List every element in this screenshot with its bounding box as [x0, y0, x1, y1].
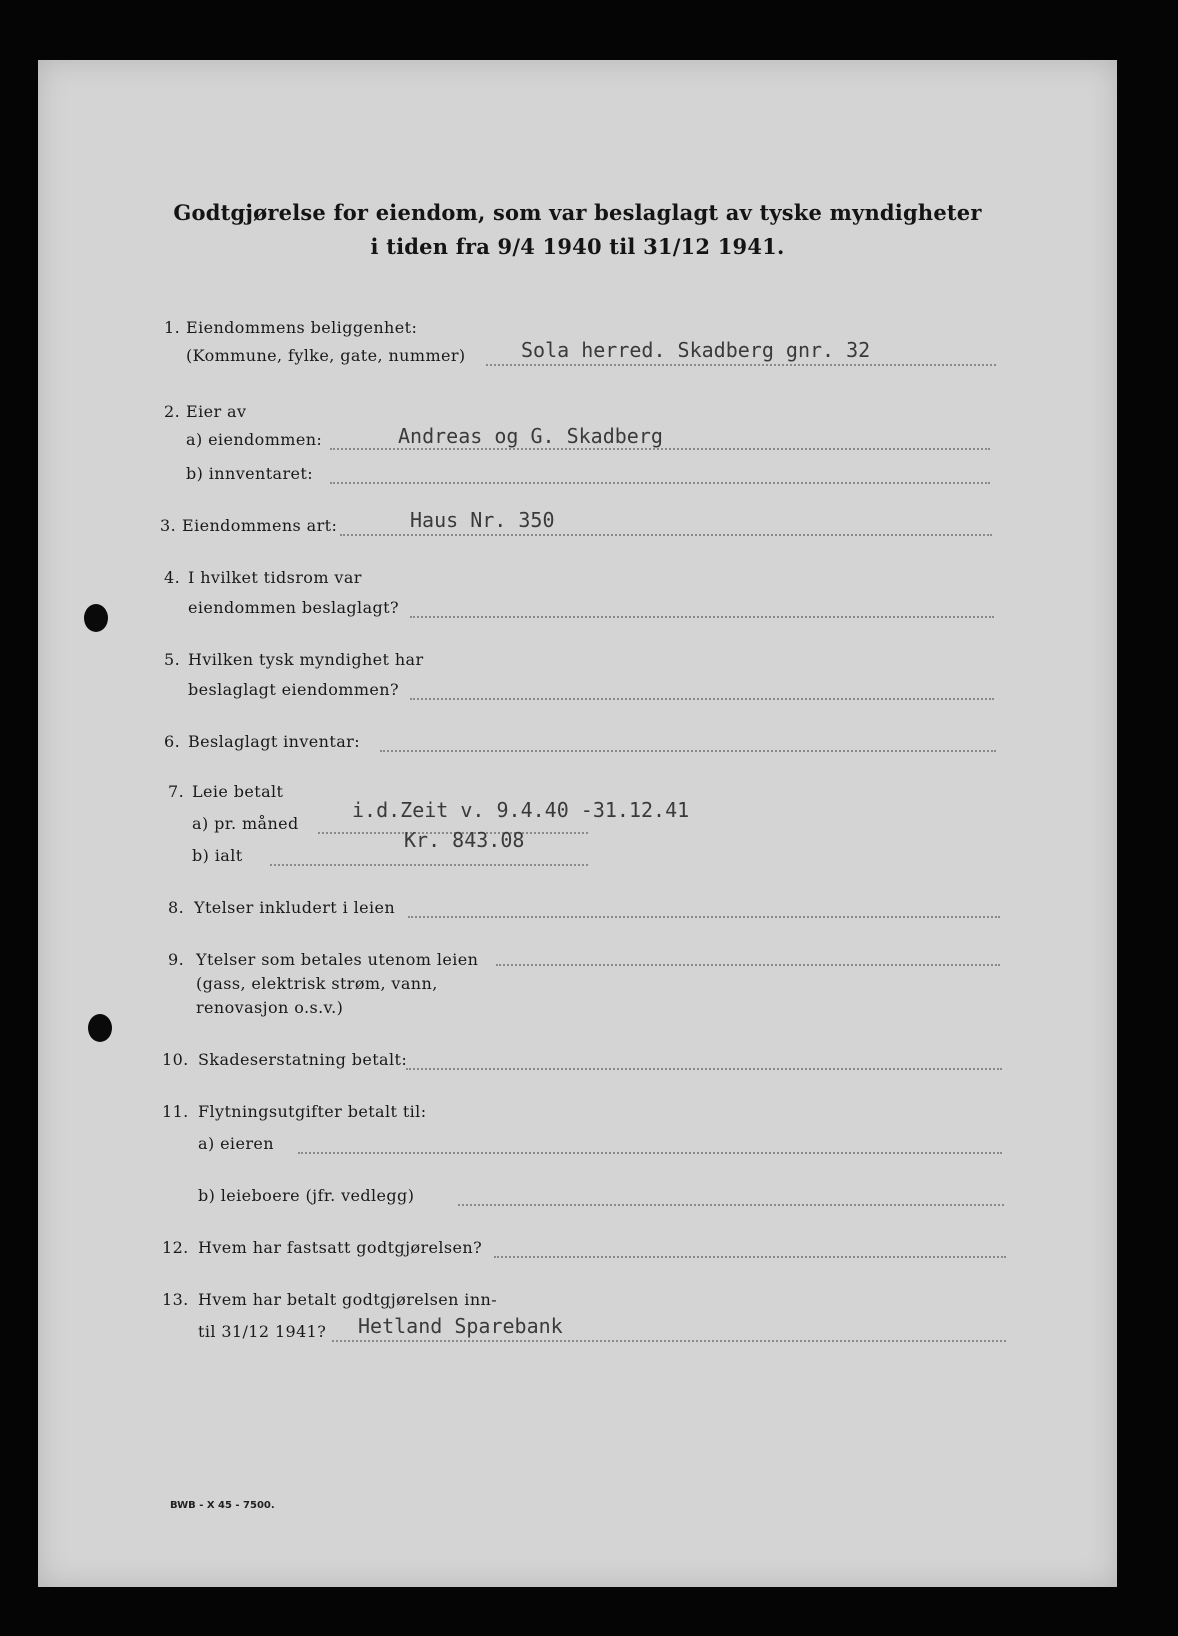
q13-answer-line — [332, 1340, 1006, 1342]
q12-label: Hvem har fastsatt godtgjørelsen? — [198, 1238, 483, 1257]
q3-label: Eiendommens art: — [182, 516, 338, 535]
q12-number: 12. — [162, 1238, 189, 1257]
q1-number: 1. — [164, 318, 181, 337]
q9-sublabel-1: (gass, elektrisk strøm, vann, — [196, 974, 438, 993]
q8-number: 8. — [168, 898, 185, 917]
q8-label: Ytelser inkludert i leien — [194, 898, 396, 917]
q11b-label: b) leieboere (jfr. vedlegg) — [198, 1186, 415, 1205]
q4-number: 4. — [164, 568, 181, 587]
q5-number: 5. — [164, 650, 181, 669]
q3-answer-line — [340, 534, 992, 536]
q8-answer-line — [408, 916, 1000, 918]
q11-label: Flytningsutgifter betalt til: — [198, 1102, 427, 1121]
q7-number: 7. — [168, 782, 185, 801]
q3-answer: Haus Nr. 350 — [410, 508, 555, 532]
q9-answer-line — [496, 964, 1000, 966]
q2-number: 2. — [164, 402, 181, 421]
q2a-label: a) eiendommen: — [186, 430, 323, 449]
q5-answer-line — [410, 698, 994, 700]
q13-sublabel: til 31/12 1941? — [198, 1322, 327, 1341]
q9-label: Ytelser som betales utenom leien — [196, 950, 479, 969]
q2b-label: b) innventaret: — [186, 464, 314, 483]
q7a-answer: i.d.Zeit v. 9.4.40 -31.12.41 — [352, 798, 690, 822]
q1-answer-line — [486, 364, 996, 366]
q12-answer-line — [494, 1256, 1006, 1258]
q2a-answer: Andreas og G. Skadberg — [398, 424, 663, 448]
q9-sublabel-2: renovasjon o.s.v.) — [196, 998, 344, 1017]
q13-number: 13. — [162, 1290, 189, 1309]
q7b-answer-line — [270, 864, 588, 866]
q7b-label: b) ialt — [192, 846, 243, 865]
q10-label: Skadeserstatning betalt: — [198, 1050, 408, 1069]
q4-label: I hvilket tidsrom var — [188, 568, 362, 587]
printer-code: BWB - X 45 - 7500. — [170, 1500, 275, 1511]
q1-sublabel: (Kommune, fylke, gate, nummer) — [186, 346, 466, 365]
q4-answer-line — [410, 616, 994, 618]
q9-number: 9. — [168, 950, 185, 969]
q2a-answer-line — [330, 448, 990, 450]
q11b-answer-line — [458, 1204, 1004, 1206]
q5-label: Hvilken tysk myndighet har — [188, 650, 424, 669]
q7a-label: a) pr. måned — [192, 814, 299, 833]
q1-label: Eiendommens beliggenhet: — [186, 318, 418, 337]
form-title-line-1: Godtgjørelse for eiendom, som var beslaglagt av tyske myndigheter — [173, 200, 982, 225]
q6-label: Beslaglagt inventar: — [188, 732, 360, 751]
q10-answer-line — [406, 1068, 1002, 1070]
q2b-answer-line — [330, 482, 990, 484]
q13-label: Hvem har betalt godtgjørelsen inn- — [198, 1290, 498, 1309]
q7b-answer: Kr. 843.08 — [404, 828, 525, 852]
q3-number: 3. — [160, 516, 177, 535]
punch-hole-bottom — [88, 1014, 112, 1042]
q13-answer: Hetland Sparebank — [358, 1314, 563, 1338]
q6-answer-line — [380, 750, 996, 752]
form-title-line-2: i tiden fra 9/4 1940 til 31/12 1941. — [370, 234, 785, 259]
q6-number: 6. — [164, 732, 181, 751]
q10-number: 10. — [162, 1050, 189, 1069]
q11a-label: a) eieren — [198, 1134, 274, 1153]
q11-number: 11. — [162, 1102, 189, 1121]
q1-answer: Sola herred. Skadberg gnr. 32 — [521, 338, 871, 362]
q5-sublabel: beslaglagt eiendommen? — [188, 680, 399, 699]
q7-label: Leie betalt — [192, 782, 284, 801]
punch-hole-top — [84, 604, 108, 632]
form-page — [38, 60, 1117, 1587]
q2-label: Eier av — [186, 402, 247, 421]
q4-sublabel: eiendommen beslaglagt? — [188, 598, 399, 617]
q11a-answer-line — [298, 1152, 1002, 1154]
